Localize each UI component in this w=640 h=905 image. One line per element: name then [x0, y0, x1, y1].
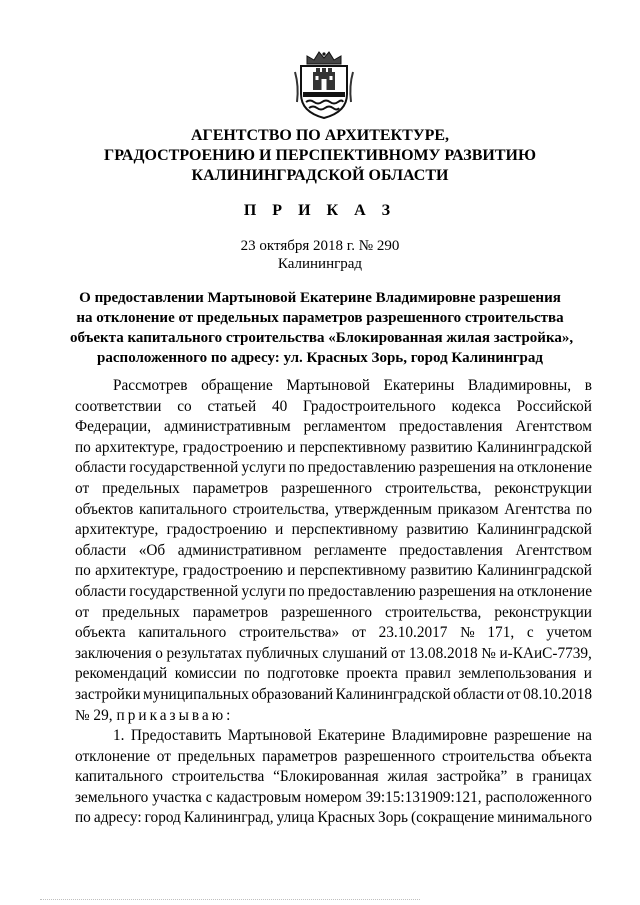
body-word: №	[460, 624, 475, 642]
body-word: по	[75, 438, 91, 456]
body-word: развитию	[410, 562, 473, 580]
body-word: области	[75, 541, 127, 559]
body-word: от	[351, 624, 366, 642]
body-word: статьей	[207, 397, 257, 415]
body-word: 39:15:131909:121,	[365, 788, 482, 806]
order-date-number: 23 октября 2018 г. № 290	[240, 238, 400, 254]
body-word: архитектуре,	[75, 521, 159, 539]
body-word: утвержденным	[334, 500, 432, 518]
body-word: строительства,	[385, 479, 482, 497]
body-line	[75, 500, 592, 521]
body-word: правил	[405, 665, 451, 683]
body-word: Мартыновой	[227, 727, 312, 745]
body-word: с	[205, 788, 213, 806]
body-word: реконструкции	[494, 479, 592, 497]
body-word: земельного	[75, 788, 149, 806]
body-line	[75, 417, 592, 438]
body-word: от	[391, 644, 406, 662]
body-word: Предоставить	[130, 727, 222, 745]
body-word: перспективному	[299, 562, 407, 580]
page-footer-divider	[40, 893, 420, 900]
order-city: Калининград	[277, 256, 363, 272]
body-word: и	[287, 438, 296, 456]
body-line	[75, 788, 592, 809]
body-word: город	[144, 809, 181, 827]
agency-name	[40, 126, 600, 186]
body-word: строительства,	[232, 500, 329, 518]
body-word: границах	[532, 768, 592, 786]
body-word: области	[453, 685, 505, 703]
body-word: капитального	[138, 500, 227, 518]
body-word: разрешенного	[281, 603, 373, 621]
body-word: предельных	[102, 603, 180, 621]
body-word: слушаний	[322, 644, 388, 662]
body-word: капитального	[138, 624, 227, 642]
body-word: капитального	[75, 768, 163, 786]
body-word: на	[498, 459, 514, 477]
body-word: развитию	[410, 438, 473, 456]
body-word: параметров	[262, 747, 338, 765]
body-word: участка	[152, 788, 202, 806]
body-line	[75, 603, 592, 624]
body-word: предоставления	[399, 541, 503, 559]
body-word: предельных	[177, 747, 256, 765]
body-word: муниципальных	[143, 685, 249, 703]
body-word: отклонение	[517, 459, 592, 477]
body-word: и	[275, 521, 284, 539]
body-word: перспективному	[299, 438, 407, 456]
body-word: государственной	[129, 459, 239, 477]
body-line	[75, 623, 592, 644]
body-word: о	[155, 644, 163, 662]
body-word: проекта	[346, 665, 398, 683]
body-line	[75, 520, 592, 541]
body-word: регламенте	[314, 541, 387, 559]
body-word: и	[583, 665, 592, 683]
paragraph-item-1	[75, 726, 592, 829]
order-subject	[70, 288, 574, 368]
body-word: на	[498, 582, 514, 600]
body-word: образований	[251, 685, 334, 703]
body-word: Калининградской	[476, 562, 592, 580]
body-line	[75, 582, 592, 603]
body-word: административном	[177, 541, 302, 559]
body-word: со	[177, 397, 192, 415]
body-word: №	[481, 644, 496, 662]
body-word: Калининград,	[183, 809, 274, 827]
body-word: 1.	[113, 727, 125, 745]
body-line	[75, 541, 592, 562]
body-word: услуги	[241, 459, 286, 477]
agency-name-line: ГРАДОСТРОЕНИЮ И ПЕРСПЕКТИВНОМУ РАЗВИТИЮ	[104, 147, 536, 164]
body-line	[75, 376, 592, 397]
body-word: 08.10.2018	[523, 685, 592, 703]
body-word: области	[75, 582, 127, 600]
body-word: Калининградской	[476, 438, 592, 456]
body-word: объекта	[541, 747, 592, 765]
body-word: от	[156, 747, 171, 765]
body-word: перспективному	[291, 521, 399, 539]
body-word: Агентством	[515, 541, 592, 559]
body-line	[75, 438, 592, 459]
body-line	[75, 561, 592, 582]
body-word: номером	[304, 788, 362, 806]
body-word: предоставлению	[307, 459, 416, 477]
body-word: предоставлению	[307, 582, 416, 600]
body-word: Екатерины	[383, 377, 455, 394]
kaliningrad-coat-of-arms-icon	[293, 50, 355, 120]
body-word: застройки	[75, 685, 141, 703]
subject-line: О предоставлении Мартыновой Екатерине Владимировне разрешения	[79, 290, 561, 306]
body-word: жилая	[387, 768, 428, 786]
body-word: расположенного	[485, 788, 592, 806]
body-word: Владимировне	[391, 727, 488, 745]
agency-name-line: КАЛИНИНГРАДСКОЙ ОБЛАСТИ	[191, 167, 449, 184]
body-word: соответствии	[75, 397, 162, 415]
body-word: параметров	[192, 603, 269, 621]
body-word: Калининградской	[335, 685, 451, 703]
body-word: кадастровым	[216, 788, 302, 806]
body-word: от	[75, 603, 90, 621]
body-word: подготовке	[267, 665, 339, 683]
body-word: регламентом	[303, 418, 387, 436]
body-word: услуги	[241, 582, 286, 600]
body-word: “Блокированная	[273, 768, 379, 786]
body-word: объекта	[75, 624, 126, 642]
body-word: разрешение	[493, 727, 571, 745]
body-line	[75, 644, 592, 665]
body-word: предельных	[102, 479, 180, 497]
agency-name-line: АГЕНТСТВО ПО АРХИТЕКТУРЕ,	[190, 127, 450, 144]
body-word: разрешения	[418, 582, 496, 600]
body-word: публичных	[246, 644, 319, 662]
body-line	[75, 726, 592, 747]
body-word: разрешенного	[344, 747, 436, 765]
body-word: Федерации,	[75, 418, 152, 436]
body-word: в	[516, 768, 524, 786]
body-word: Рассмотрев	[113, 377, 188, 394]
subject-line: объекта капитального строительства «Блокированная жилая застройка»,	[70, 330, 574, 346]
body-word: строительства	[171, 768, 265, 786]
body-word: приказом	[437, 500, 499, 518]
body-word: обращение	[201, 377, 273, 394]
body-word: области	[75, 459, 127, 477]
body-word: отклонение	[517, 582, 592, 600]
body-word: предоставления	[398, 418, 503, 436]
body-word: по	[243, 665, 260, 683]
body-word: от	[506, 685, 521, 703]
body-word: Владимировны,	[467, 377, 572, 394]
body-word: Российской	[516, 397, 592, 415]
body-word: объектов	[75, 500, 134, 518]
body-line	[75, 808, 592, 829]
body-line	[75, 458, 592, 479]
body-word: 13.08.2018	[408, 644, 478, 662]
body-word: и-КАиС-7739,	[499, 644, 592, 662]
body-word: «Об	[138, 541, 166, 559]
body-word: градостроению	[166, 521, 267, 539]
body-word: комиссии	[174, 665, 237, 683]
body-word: кодекса	[451, 397, 501, 415]
body-word: с	[526, 624, 534, 642]
body-word: развитию	[406, 521, 469, 539]
body-word: Калининградской	[476, 521, 592, 539]
subject-line: расположенного по адресу: ул. Красных Зорь, город Калининград	[97, 350, 543, 366]
body-word: административным	[163, 418, 291, 436]
body-word: адресу:	[93, 809, 142, 827]
body-word: Мартыновой	[286, 377, 370, 394]
body-word: улица	[276, 809, 315, 827]
body-word: по	[75, 809, 91, 827]
body-word: строительства	[442, 747, 535, 765]
body-word: (сокращение	[411, 809, 495, 827]
body-word: Зорь	[378, 809, 408, 827]
body-word: архитектуре,	[95, 562, 179, 580]
body-word: Красных	[317, 809, 375, 827]
body-word: результатах	[166, 644, 243, 662]
body-word: 40	[271, 397, 288, 415]
body-word: по	[75, 562, 91, 580]
body-word: архитектуре,	[95, 438, 179, 456]
body-word: минимального	[497, 809, 592, 827]
body-word: от	[75, 479, 90, 497]
body-line	[75, 479, 592, 500]
body-word: разрешенного	[281, 479, 373, 497]
body-line	[75, 685, 592, 706]
body-word: по	[576, 500, 592, 518]
body-word: отклонение	[75, 747, 150, 765]
body-word: Екатерине	[317, 727, 386, 745]
body-word: 23.10.2017	[378, 624, 448, 642]
body-word: Агентства	[504, 500, 571, 518]
order-action-word: приказываю:	[116, 706, 234, 724]
body-line	[75, 664, 592, 685]
body-word: параметров	[192, 479, 269, 497]
body-word: застройка”	[436, 768, 508, 786]
body-word: в	[584, 377, 592, 394]
order-title: П Р И К А З	[243, 202, 397, 219]
body-line	[75, 706, 592, 727]
body-word: и	[287, 562, 296, 580]
body-line-text: № 29,	[75, 706, 113, 724]
paragraph-preamble	[75, 376, 592, 706]
order-body	[75, 376, 592, 829]
body-word: землепользования	[458, 665, 577, 683]
body-word: заключения	[75, 644, 152, 662]
body-word: строительства,	[385, 603, 482, 621]
body-word: 171,	[487, 624, 515, 642]
body-word: на	[577, 727, 592, 745]
body-line	[75, 397, 592, 418]
body-line	[75, 767, 592, 788]
body-word: разрешения	[418, 459, 496, 477]
body-word: строительства»	[238, 624, 340, 642]
body-word: Градостроительного	[303, 397, 436, 415]
body-word: по	[288, 582, 305, 600]
body-word: градостроению	[182, 562, 283, 580]
body-line	[75, 747, 592, 768]
body-word: Агентством	[515, 418, 592, 436]
body-word: рекомендаций	[75, 665, 168, 683]
body-word: по	[288, 459, 305, 477]
body-word: учетом	[546, 624, 592, 642]
subject-line: на отклонение от предельных параметров разрешенного строительства	[76, 310, 564, 326]
body-word: государственной	[129, 582, 239, 600]
body-word: градостроению	[182, 438, 283, 456]
body-word: реконструкции	[494, 603, 592, 621]
